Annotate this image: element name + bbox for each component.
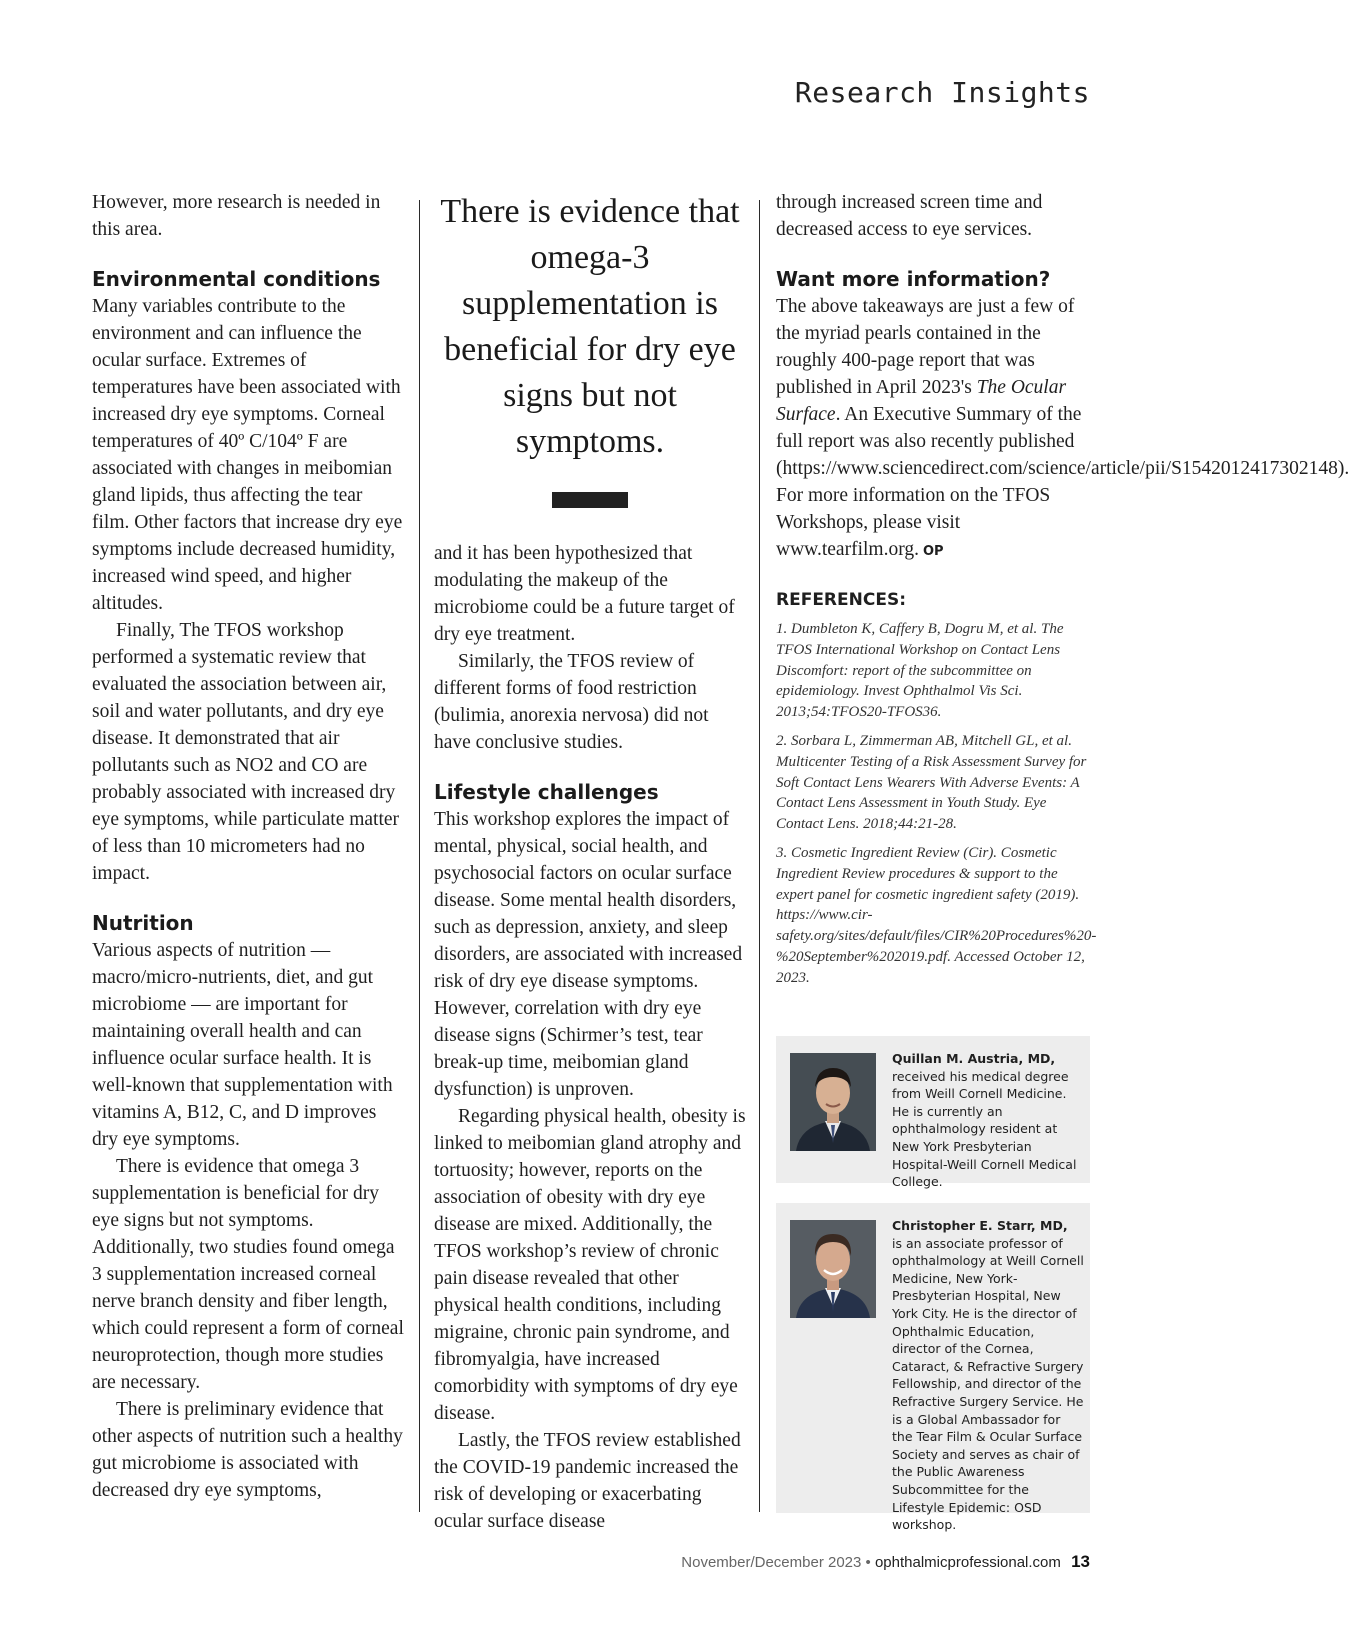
column-right [776, 189, 1349, 997]
end-mark: OP [922, 544, 944, 559]
reference-item: 2. Sorbara L, Zimmerman AB, Mitchell GL, et al. Multicenter Testing of a Risk Assessment Survey for Soft Contact Lens Wearers With Adverse Events: A Contact Lens Assessment in Youth Study. Eye Contact Lens. 2018;44:21-28. [776, 732, 1087, 833]
heading-lifestyle-challenges: Lifestyle challenges [434, 780, 659, 804]
heading-environmental-conditions: Environmental conditions [92, 267, 381, 291]
paragraph-microbiome: and it has been hypothesized that modulating the makeup of the microbiome could be a future target of dry eye treatment. [434, 543, 735, 645]
paragraph-nutrition-1: Various aspects of nutrition — macro/micro-nutrients, diet, and gut microbiome — are important for maintaining overall health and can influence ocular surface health. It is well-known that supplementation with vitamins A, B12, C, and D improves dry eye symptoms. [92, 940, 393, 1150]
journal-title: The Ocular Surface [776, 377, 1067, 425]
author-name: Quillan M. Austria, MD, [892, 1051, 1056, 1066]
paragraph-lifestyle-3: Lastly, the TFOS review established the COVID-19 pandemic increased the risk of developing or exacerbating ocular surface disease [434, 1430, 741, 1532]
paragraph-environment-1: Many variables contribute to the environment and can influence the ocular surface. Extremes of temperatures have been associated with increased dry eye symptoms. Corneal temperatures of 40º C/104º F are associated with changes in meibomian gland lipids, thus affecting the tear film. Other factors that increase dry eye symptoms include decreased humidity, increased wind speed, and higher altitudes. [92, 296, 403, 614]
paragraph-more-information [776, 293, 1349, 565]
author-description: is an associate professor of ophthalmology at Weill Cornell Medicine, New York-Presbyterian Hospital, New York City. He is the director of Ophthalmic Education, director of the Cornea, Cataract, & Refractive Surgery Fellowship, and director of the Refractive Surgery Service. He is a Global Ambassador for the Tear Film & Ocular Surface Society and serves as chair of the Public Awareness Subcommittee for the Lifestyle Epidemic: OSD workshop. [892, 1235, 1084, 1533]
website-name: ophthalmicprofessional.com [874, 1554, 1061, 1571]
reference-item: 3. Cosmetic Ingredient Review (Cir). Cosmetic Ingredient Review procedures & support to the expert panel for cosmetic ingredient safety (2019). https://www.cir-safety.org/sites/default/files/CIR%20Procedures%20-%20September%202019.pdf. Accessed October 12, 2023. [776, 844, 1097, 986]
column-divider-right [759, 200, 760, 1512]
author-description: received his medical degree from Weill Cornell Medicine. He is currently an ophthalmology resident at New York Presbyterian Hospital-Weill Cornell Medical College. [892, 1068, 1077, 1190]
paragraph-nutrition-2: There is evidence that omega 3 supplementation is beneficial for dry eye signs but not symptoms. Additionally, two studies found omega 3 supplementation increased corneal nerve branch density and fiber length, which could represent a form of corneal neuroprotection, though more studies are necessary. [92, 1156, 404, 1393]
text-segment: . An Executive Summary of the full report was also recently published (https://www.sciencedirect.com/science/article/pii/S1542012417302148). For more information on the TFOS Workshops, please visit www.tearfilm.org. [776, 404, 1349, 560]
author-photo [790, 1220, 876, 1318]
reference-item: 1. Dumbleton K, Caffery B, Dogru M, et al. The TFOS International Workshop on Contact Lens Discomfort: report of the subcommittee on epidemiology. Invest Ophthalmol Vis Sci. 2013;54:TFOS20-TFOS36. [776, 621, 1064, 721]
author-bio-austria [776, 1036, 1090, 1190]
paragraph-lifestyle-2: Regarding physical health, obesity is linked to meibomian gland atrophy and tortuosity; however, reports on the association of obesity with dry eye disease are mixed. Additionally, the TFOS workshop’s review of chronic pain disease revealed that other physical health conditions, including migraine, chronic pain syndrome, and fibromyalgia, have increased comorbidity with symptoms of dry eye disease. [434, 1106, 746, 1424]
author-photo [790, 1053, 876, 1151]
page-footer [681, 1552, 1090, 1572]
column-middle [434, 189, 746, 1535]
paragraph-screen-time: through increased screen time and decreased access to eye services. [776, 192, 1043, 240]
pull-quote-bar [552, 492, 628, 508]
pull-quote: There is evidence that omega-3 supplementation is beneficial for dry eye signs but not symptoms. [440, 193, 740, 460]
author-bio-text [892, 1050, 1084, 1191]
column-left [92, 189, 404, 1504]
footer-separator: • [865, 1554, 871, 1571]
paragraph-intro: However, more research is needed in this area. [92, 192, 381, 240]
issue-date: November/December 2023 [681, 1554, 862, 1571]
page-number: 13 [1071, 1552, 1090, 1571]
heading-nutrition: Nutrition [92, 911, 194, 935]
section-title: Research Insights [794, 76, 1090, 109]
author-bio-starr [776, 1203, 1090, 1533]
paragraph-food-restriction: Similarly, the TFOS review of different forms of food restriction (bulimia, anorexia nervosa) did not have conclusive studies. [434, 651, 709, 753]
references-heading: REFERENCES: [776, 590, 906, 610]
author-bio-text [892, 1217, 1084, 1534]
paragraph-nutrition-3: There is preliminary evidence that other aspects of nutrition such a healthy gut microbiome is associated with decreased dry eye symptoms, [92, 1399, 403, 1501]
text-segment: The above takeaways are just a few of the myriad pearls contained in the roughly 400-page report that was published in April 2023's [776, 296, 1075, 398]
paragraph-environment-2: Finally, The TFOS workshop performed a systematic review that evaluated the association between air, soil and water pollutants, and dry eye disease. It demonstrated that air pollutants such as NO2 and CO are probably associated with increased dry eye symptoms, while particulate matter of less than 10 micrometers had no impact. [92, 620, 400, 884]
paragraph-lifestyle-1: This workshop explores the impact of mental, physical, social health, and psychosocial factors on ocular surface disease. Some mental health disorders, such as depression, anxiety, and sleep disorders, are associated with increased risk of dry eye disease symptoms. However, correlation with dry eye disease signs (Schirmer’s test, tear break-up time, meibomian gland dysfunction) is unproven. [434, 809, 743, 1100]
author-name: Christopher E. Starr, MD, [892, 1218, 1068, 1233]
heading-more-information: Want more information? [776, 267, 1051, 291]
column-divider-left [419, 200, 420, 1512]
